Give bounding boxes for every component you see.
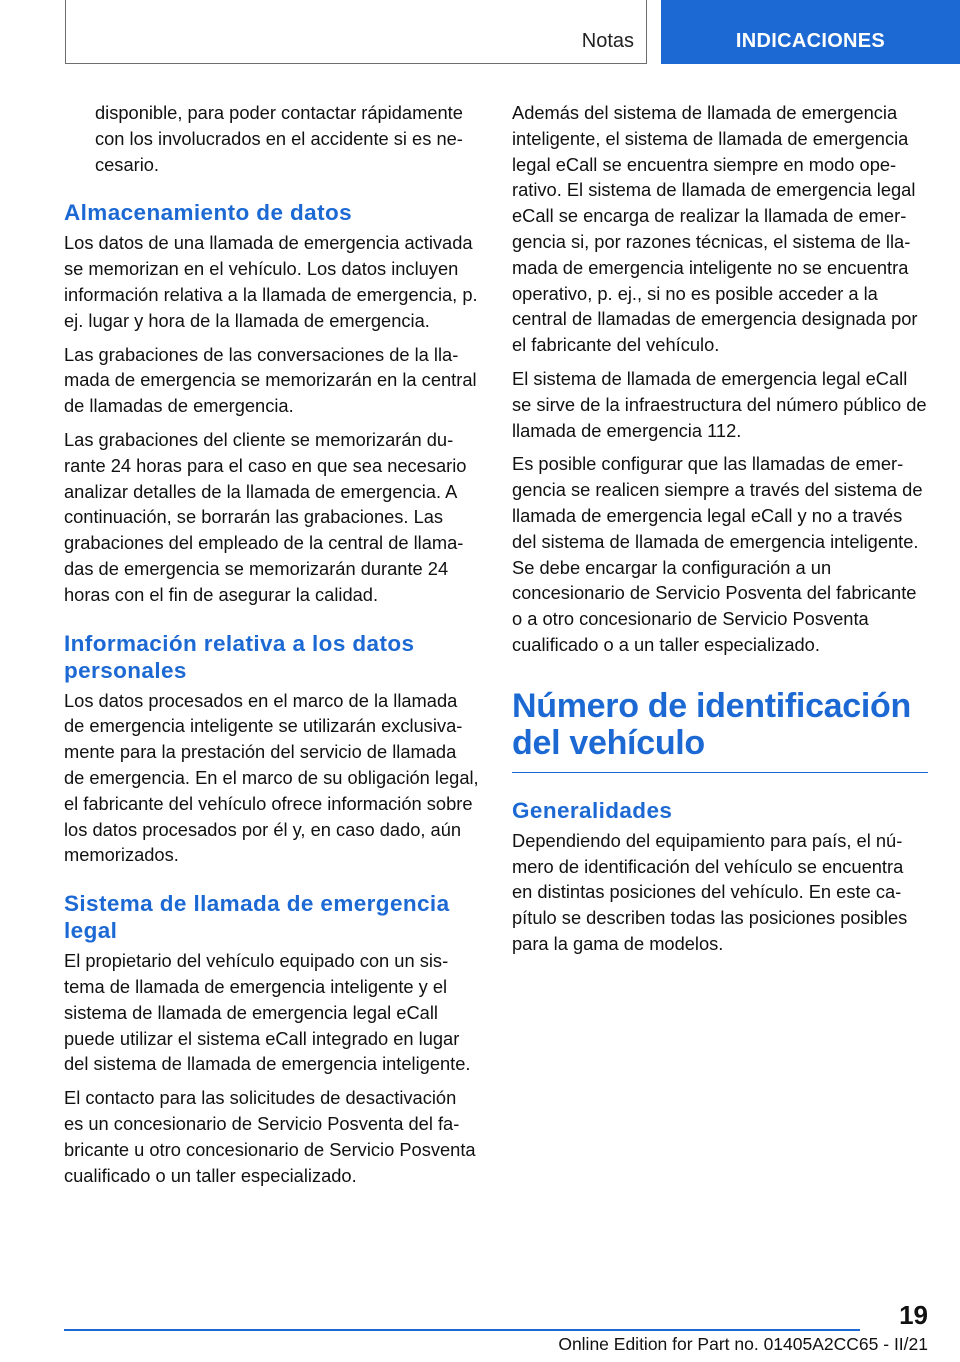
page-number: 19 bbox=[899, 1300, 928, 1330]
paragraph: Las grabaciones del cliente se memorizarán durante 24 horas para el caso en que sea necesario analizar detalles de la llamada de emergencia. A continuación, se borrarán las grabaciones. Las grabaciones del empleado de la central de llamadas de emergencia se memorizarán durante 24 horas con el fin de asegurar la calidad. bbox=[64, 428, 467, 605]
paragraph: Es posible configurar que las llamadas de emergencia se realicen siempre a través del sistema de llamada de emergencia legal eCall y no a través del sistema de llamada de emergencia inteligente. Se debe encargar la configuración a un concesionario de Servicio Posventa del fabricante o a otro concesionario de Servicio Posventa cualificado o a un taller especializado. bbox=[512, 453, 923, 655]
chapter-tab[interactable] bbox=[661, 0, 960, 64]
heading-sistema-legal: Sistema de llamada de emergencia legal bbox=[64, 891, 450, 944]
paragraph: El sistema de llamada de emergencia legal eCall se sirve de la infraestructura del número público de llamada de emergencia 112. bbox=[512, 367, 927, 441]
paragraph: El contacto para las solicitudes de desactivación es un concesionario de Servicio Posventa del fabricante u otro concesionario de Servicio Posventa cualificado o un taller especializado. bbox=[64, 1087, 476, 1186]
header-frame bbox=[65, 0, 647, 64]
left-column bbox=[64, 100, 479, 1196]
chapter-title-vin: Número de identificación del vehículo bbox=[512, 688, 928, 773]
right-column bbox=[512, 100, 928, 965]
footer-divider bbox=[64, 1329, 860, 1331]
chapter-tab-label: INDICACIONES bbox=[735, 30, 886, 52]
paragraph: El propietario del vehículo equipado con un sistema de llamada de emergencia inteligente y el sistema de llamada de emergencia legal eCall puede utilizar el sistema eCall integrado en lugar del sistema de llamada de emergencia inteligente. bbox=[64, 950, 471, 1075]
paragraph: Los datos de una llamada de emergencia activada se memorizan en el vehículo. Los datos incluyen información relativa a la llamada de emergencia, p. ej. lugar y hora de la llamada de emergencia. bbox=[64, 232, 478, 331]
paragraph: Dependiendo del equipamiento para país, el número de identificación del vehículo se encuentra en distintas posiciones del vehículo. En este capítulo se describen todas las posiciones posibles para la gama de modelos. bbox=[512, 829, 908, 954]
paragraph: Las grabaciones de las conversaciones de la llamada de emergencia se memorizarán en la central de llamadas de emergencia. bbox=[64, 343, 477, 417]
heading-almacenamiento: Almacenamiento de datos bbox=[64, 200, 353, 226]
paragraph: Los datos procesados en el marco de la llamada de emergencia inteligente se utilizarán exclusivamente para la prestación del servicio de llamada de emergencia. En el marco de su obligación legal, el fabricante del vehículo ofrece información sobre los datos procesados por él y, en caso dado, aún memorizados. bbox=[64, 689, 479, 866]
footer-edition: Online Edition for Part no. 01405A2CC65 - II/21 bbox=[558, 1334, 928, 1354]
header-section-label: Notas bbox=[581, 30, 634, 52]
heading-informacion: Información relativa a los datos personales bbox=[64, 630, 415, 683]
intro-continuation: disponible, para poder contactar rápidamente con los involucrados en el accidente si es necesario. bbox=[95, 102, 463, 175]
heading-generalidades: Generalidades bbox=[512, 797, 673, 823]
paragraph: Además del sistema de llamada de emergencia inteligente, el sistema de llamada de emergencia legal eCall se encuentra siempre en modo operativo. El sistema de llamada de emergencia legal eCall se encarga de realizar la llamada de emergencia si, por razones técnicas, el sistema de llamada de emergencia inteligente no se encuentra operativo, p. ej., si no es posible acceder a la central de llamadas de emergencia designada por el fabricante del vehículo. bbox=[512, 102, 918, 356]
